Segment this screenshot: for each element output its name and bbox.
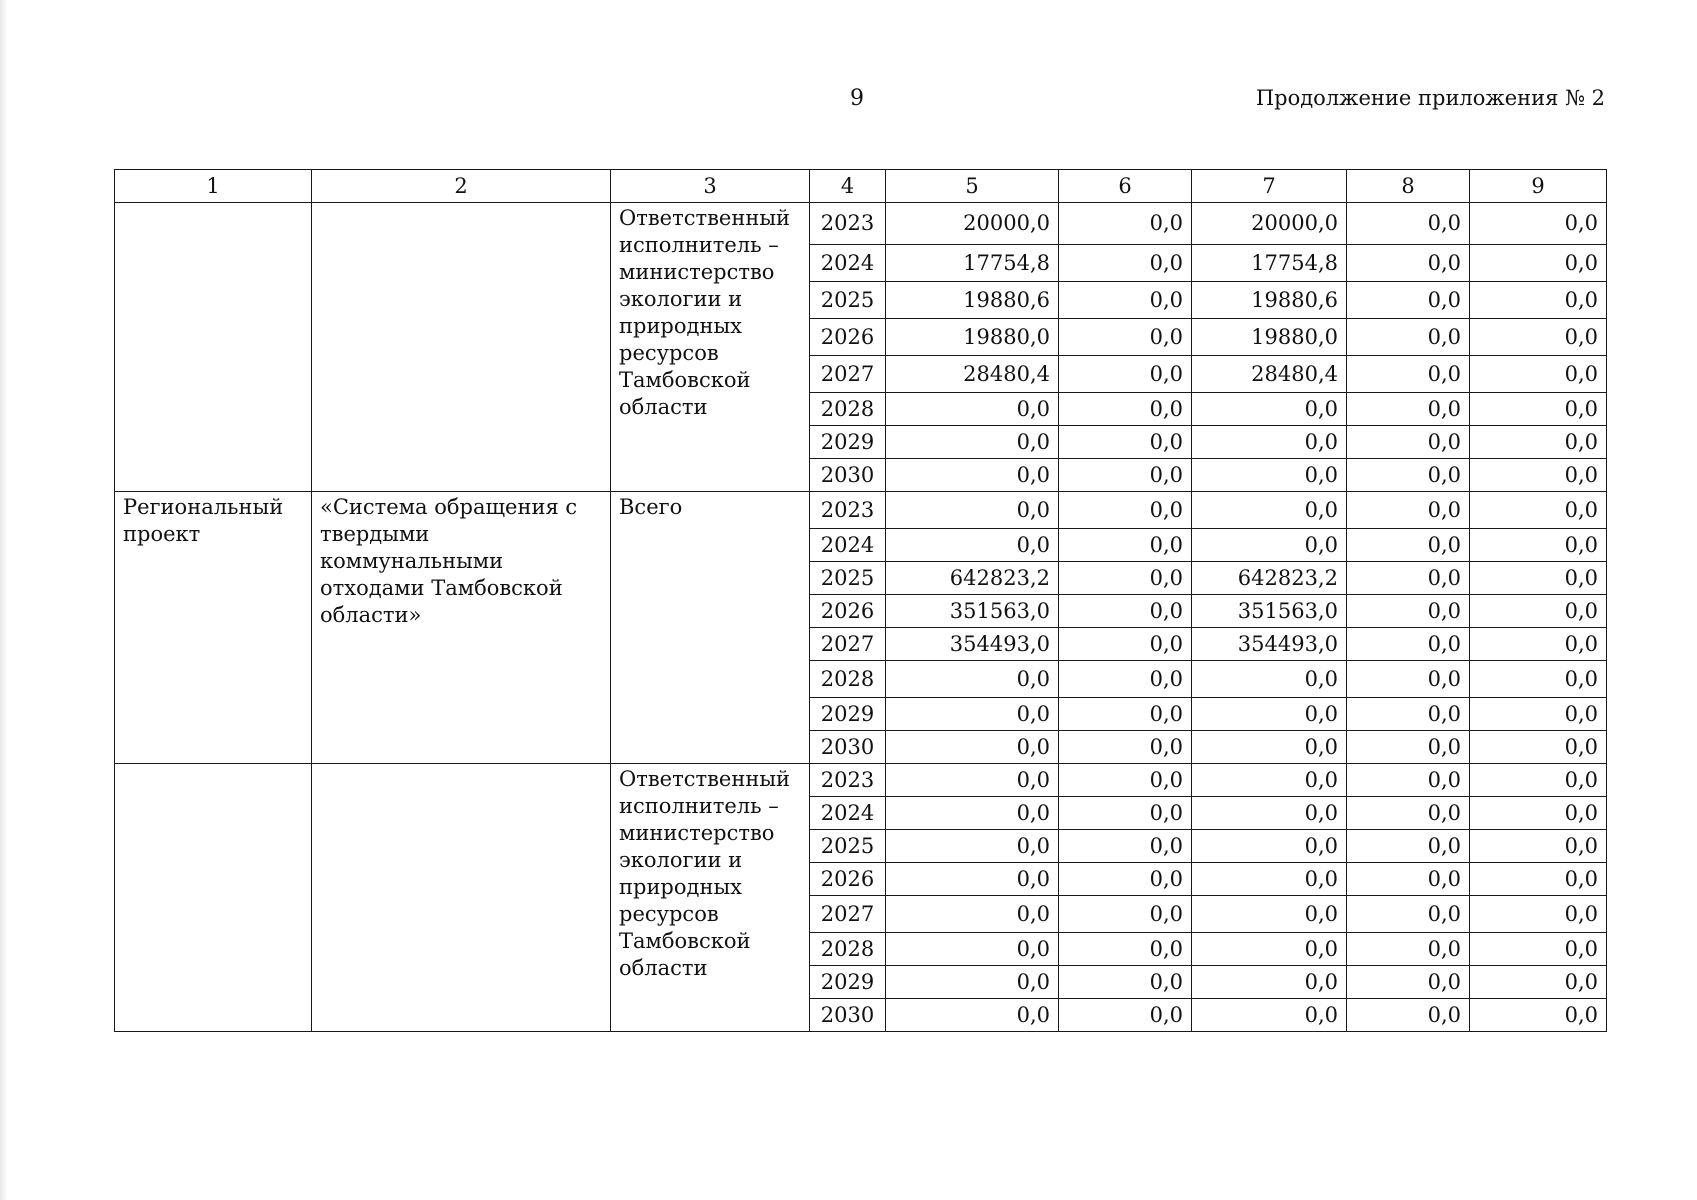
amount-cell: 351563,0 [1192, 595, 1347, 628]
project-name-cell [312, 764, 611, 1032]
amount-cell: 17754,8 [1192, 245, 1347, 282]
amount-cell: 642823,2 [1192, 562, 1347, 595]
amount-cell: 0,0 [1192, 830, 1347, 863]
amount-cell: 20000,0 [1192, 203, 1347, 245]
amount-cell: 0,0 [1347, 203, 1470, 245]
row-label-cell [115, 203, 312, 492]
amount-cell: 0,0 [1470, 698, 1607, 731]
amount-cell: 0,0 [1059, 966, 1192, 999]
amount-cell: 0,0 [1059, 459, 1192, 492]
table-body [115, 170, 1607, 1032]
year-cell: 2028 [810, 933, 886, 966]
amount-cell: 0,0 [1470, 966, 1607, 999]
amount-cell: 0,0 [1470, 628, 1607, 661]
amount-cell: 0,0 [1059, 933, 1192, 966]
amount-cell: 19880,0 [1192, 319, 1347, 356]
amount-cell: 0,0 [1059, 661, 1192, 698]
amount-cell: 351563,0 [886, 595, 1059, 628]
amount-cell: 0,0 [1470, 661, 1607, 698]
executor-cell: Ответственный исполнитель – министерство экологии и природных ресурсов Тамбовской области [611, 764, 810, 1032]
column-header-7: 7 [1192, 170, 1347, 203]
amount-cell: 0,0 [1470, 245, 1607, 282]
amount-cell: 0,0 [1347, 426, 1470, 459]
amount-cell: 0,0 [1059, 245, 1192, 282]
amount-cell: 0,0 [1059, 595, 1192, 628]
amount-cell: 0,0 [1192, 731, 1347, 764]
column-header-1: 1 [115, 170, 312, 203]
table-row [115, 203, 1607, 245]
amount-cell: 0,0 [1470, 282, 1607, 319]
amount-cell: 20000,0 [886, 203, 1059, 245]
amount-cell: 28480,4 [886, 356, 1059, 393]
amount-cell: 0,0 [1347, 595, 1470, 628]
amount-cell: 0,0 [1470, 764, 1607, 797]
year-cell: 2025 [810, 830, 886, 863]
amount-cell: 0,0 [1347, 492, 1470, 529]
amount-cell: 0,0 [1470, 529, 1607, 562]
amount-cell: 0,0 [886, 661, 1059, 698]
page-number: 9 [850, 86, 864, 111]
executor-cell: Всего [611, 492, 810, 764]
amount-cell: 0,0 [1059, 562, 1192, 595]
amount-cell: 0,0 [1059, 426, 1192, 459]
year-cell: 2029 [810, 966, 886, 999]
amount-cell: 0,0 [1192, 797, 1347, 830]
year-cell: 2023 [810, 203, 886, 245]
amount-cell: 0,0 [1347, 863, 1470, 896]
amount-cell: 0,0 [886, 426, 1059, 459]
amount-cell: 0,0 [1347, 319, 1470, 356]
amount-cell: 0,0 [1192, 492, 1347, 529]
table-row [115, 764, 1607, 797]
amount-cell: 0,0 [886, 863, 1059, 896]
amount-cell: 0,0 [1059, 698, 1192, 731]
amount-cell: 0,0 [1192, 459, 1347, 492]
amount-cell: 0,0 [1192, 896, 1347, 933]
amount-cell: 0,0 [1347, 661, 1470, 698]
amount-cell: 0,0 [1347, 245, 1470, 282]
amount-cell: 28480,4 [1192, 356, 1347, 393]
amount-cell: 0,0 [1059, 282, 1192, 319]
year-cell: 2028 [810, 393, 886, 426]
amount-cell: 0,0 [1470, 562, 1607, 595]
amount-cell: 0,0 [886, 999, 1059, 1032]
amount-cell: 0,0 [1470, 356, 1607, 393]
column-header-4: 4 [810, 170, 886, 203]
amount-cell: 0,0 [1192, 933, 1347, 966]
amount-cell: 0,0 [1192, 426, 1347, 459]
row-label-cell [115, 764, 312, 1032]
year-cell: 2029 [810, 426, 886, 459]
amount-cell: 0,0 [1059, 356, 1192, 393]
table-row [115, 492, 1607, 529]
amount-cell: 0,0 [1347, 896, 1470, 933]
amount-cell: 0,0 [1059, 830, 1192, 863]
column-header-9: 9 [1470, 170, 1607, 203]
year-cell: 2027 [810, 628, 886, 661]
project-name-cell [312, 203, 611, 492]
amount-cell: 0,0 [1059, 393, 1192, 426]
year-cell: 2024 [810, 245, 886, 282]
column-header-2: 2 [312, 170, 611, 203]
row-label-cell: Региональный проект [115, 492, 312, 764]
year-cell: 2025 [810, 282, 886, 319]
amount-cell: 0,0 [1192, 999, 1347, 1032]
amount-cell: 0,0 [886, 896, 1059, 933]
amount-cell: 0,0 [1192, 698, 1347, 731]
budget-table [114, 169, 1607, 1032]
amount-cell: 0,0 [1347, 731, 1470, 764]
amount-cell: 0,0 [886, 698, 1059, 731]
year-cell: 2023 [810, 492, 886, 529]
column-header-5: 5 [886, 170, 1059, 203]
amount-cell: 0,0 [1347, 698, 1470, 731]
amount-cell: 0,0 [886, 830, 1059, 863]
amount-cell: 0,0 [1470, 830, 1607, 863]
amount-cell: 0,0 [886, 731, 1059, 764]
amount-cell: 0,0 [1347, 393, 1470, 426]
amount-cell: 17754,8 [886, 245, 1059, 282]
amount-cell: 0,0 [1347, 830, 1470, 863]
amount-cell: 0,0 [1470, 595, 1607, 628]
amount-cell: 0,0 [1347, 933, 1470, 966]
year-cell: 2030 [810, 731, 886, 764]
year-cell: 2026 [810, 319, 886, 356]
amount-cell: 0,0 [1192, 966, 1347, 999]
amount-cell: 0,0 [1347, 764, 1470, 797]
year-cell: 2027 [810, 896, 886, 933]
amount-cell: 0,0 [1470, 426, 1607, 459]
amount-cell: 19880,6 [1192, 282, 1347, 319]
amount-cell: 0,0 [1470, 933, 1607, 966]
amount-cell: 0,0 [1059, 628, 1192, 661]
amount-cell: 0,0 [1059, 863, 1192, 896]
amount-cell: 0,0 [1470, 731, 1607, 764]
amount-cell: 0,0 [1192, 764, 1347, 797]
column-number-row [115, 170, 1607, 203]
amount-cell: 0,0 [1347, 529, 1470, 562]
amount-cell: 0,0 [1470, 999, 1607, 1032]
amount-cell: 0,0 [1059, 203, 1192, 245]
amount-cell: 0,0 [1347, 562, 1470, 595]
amount-cell: 19880,6 [886, 282, 1059, 319]
amount-cell: 0,0 [886, 492, 1059, 529]
amount-cell: 0,0 [1059, 797, 1192, 830]
amount-cell: 0,0 [886, 797, 1059, 830]
executor-cell: Ответственный исполнитель – министерство экологии и природных ресурсов Тамбовской области [611, 203, 810, 492]
project-name-cell: «Система обращения с твердыми коммунальными отходами Тамбовской области» [312, 492, 611, 764]
amount-cell: 0,0 [886, 459, 1059, 492]
amount-cell: 0,0 [1059, 529, 1192, 562]
amount-cell: 0,0 [1347, 628, 1470, 661]
amount-cell: 0,0 [1059, 492, 1192, 529]
amount-cell: 0,0 [1059, 764, 1192, 797]
year-cell: 2028 [810, 661, 886, 698]
column-header-3: 3 [611, 170, 810, 203]
year-cell: 2027 [810, 356, 886, 393]
amount-cell: 0,0 [1347, 459, 1470, 492]
amount-cell: 0,0 [1347, 356, 1470, 393]
year-cell: 2024 [810, 529, 886, 562]
amount-cell: 0,0 [1470, 203, 1607, 245]
amount-cell: 0,0 [1192, 529, 1347, 562]
amount-cell: 0,0 [1347, 966, 1470, 999]
year-cell: 2023 [810, 764, 886, 797]
column-header-6: 6 [1059, 170, 1192, 203]
amount-cell: 0,0 [1347, 282, 1470, 319]
amount-cell: 0,0 [886, 529, 1059, 562]
amount-cell: 19880,0 [886, 319, 1059, 356]
amount-cell: 0,0 [1347, 797, 1470, 830]
amount-cell: 0,0 [1470, 797, 1607, 830]
amount-cell: 0,0 [1470, 863, 1607, 896]
year-cell: 2025 [810, 562, 886, 595]
year-cell: 2026 [810, 595, 886, 628]
scan-edge [0, 0, 8, 1200]
amount-cell: 642823,2 [886, 562, 1059, 595]
year-cell: 2029 [810, 698, 886, 731]
amount-cell: 0,0 [1470, 492, 1607, 529]
year-cell: 2026 [810, 863, 886, 896]
amount-cell: 354493,0 [886, 628, 1059, 661]
appendix-continuation-label: Продолжение приложения № 2 [1255, 86, 1605, 110]
amount-cell: 0,0 [1059, 319, 1192, 356]
amount-cell: 0,0 [1192, 393, 1347, 426]
year-cell: 2030 [810, 999, 886, 1032]
amount-cell: 0,0 [1059, 896, 1192, 933]
amount-cell: 0,0 [886, 764, 1059, 797]
year-cell: 2024 [810, 797, 886, 830]
amount-cell: 0,0 [886, 966, 1059, 999]
amount-cell: 0,0 [886, 393, 1059, 426]
amount-cell: 0,0 [1192, 661, 1347, 698]
amount-cell: 0,0 [1192, 863, 1347, 896]
amount-cell: 0,0 [1470, 393, 1607, 426]
amount-cell: 354493,0 [1192, 628, 1347, 661]
amount-cell: 0,0 [1059, 731, 1192, 764]
amount-cell: 0,0 [1059, 999, 1192, 1032]
column-header-8: 8 [1347, 170, 1470, 203]
amount-cell: 0,0 [1470, 319, 1607, 356]
amount-cell: 0,0 [1470, 896, 1607, 933]
amount-cell: 0,0 [886, 933, 1059, 966]
amount-cell: 0,0 [1470, 459, 1607, 492]
amount-cell: 0,0 [1347, 999, 1470, 1032]
year-cell: 2030 [810, 459, 886, 492]
